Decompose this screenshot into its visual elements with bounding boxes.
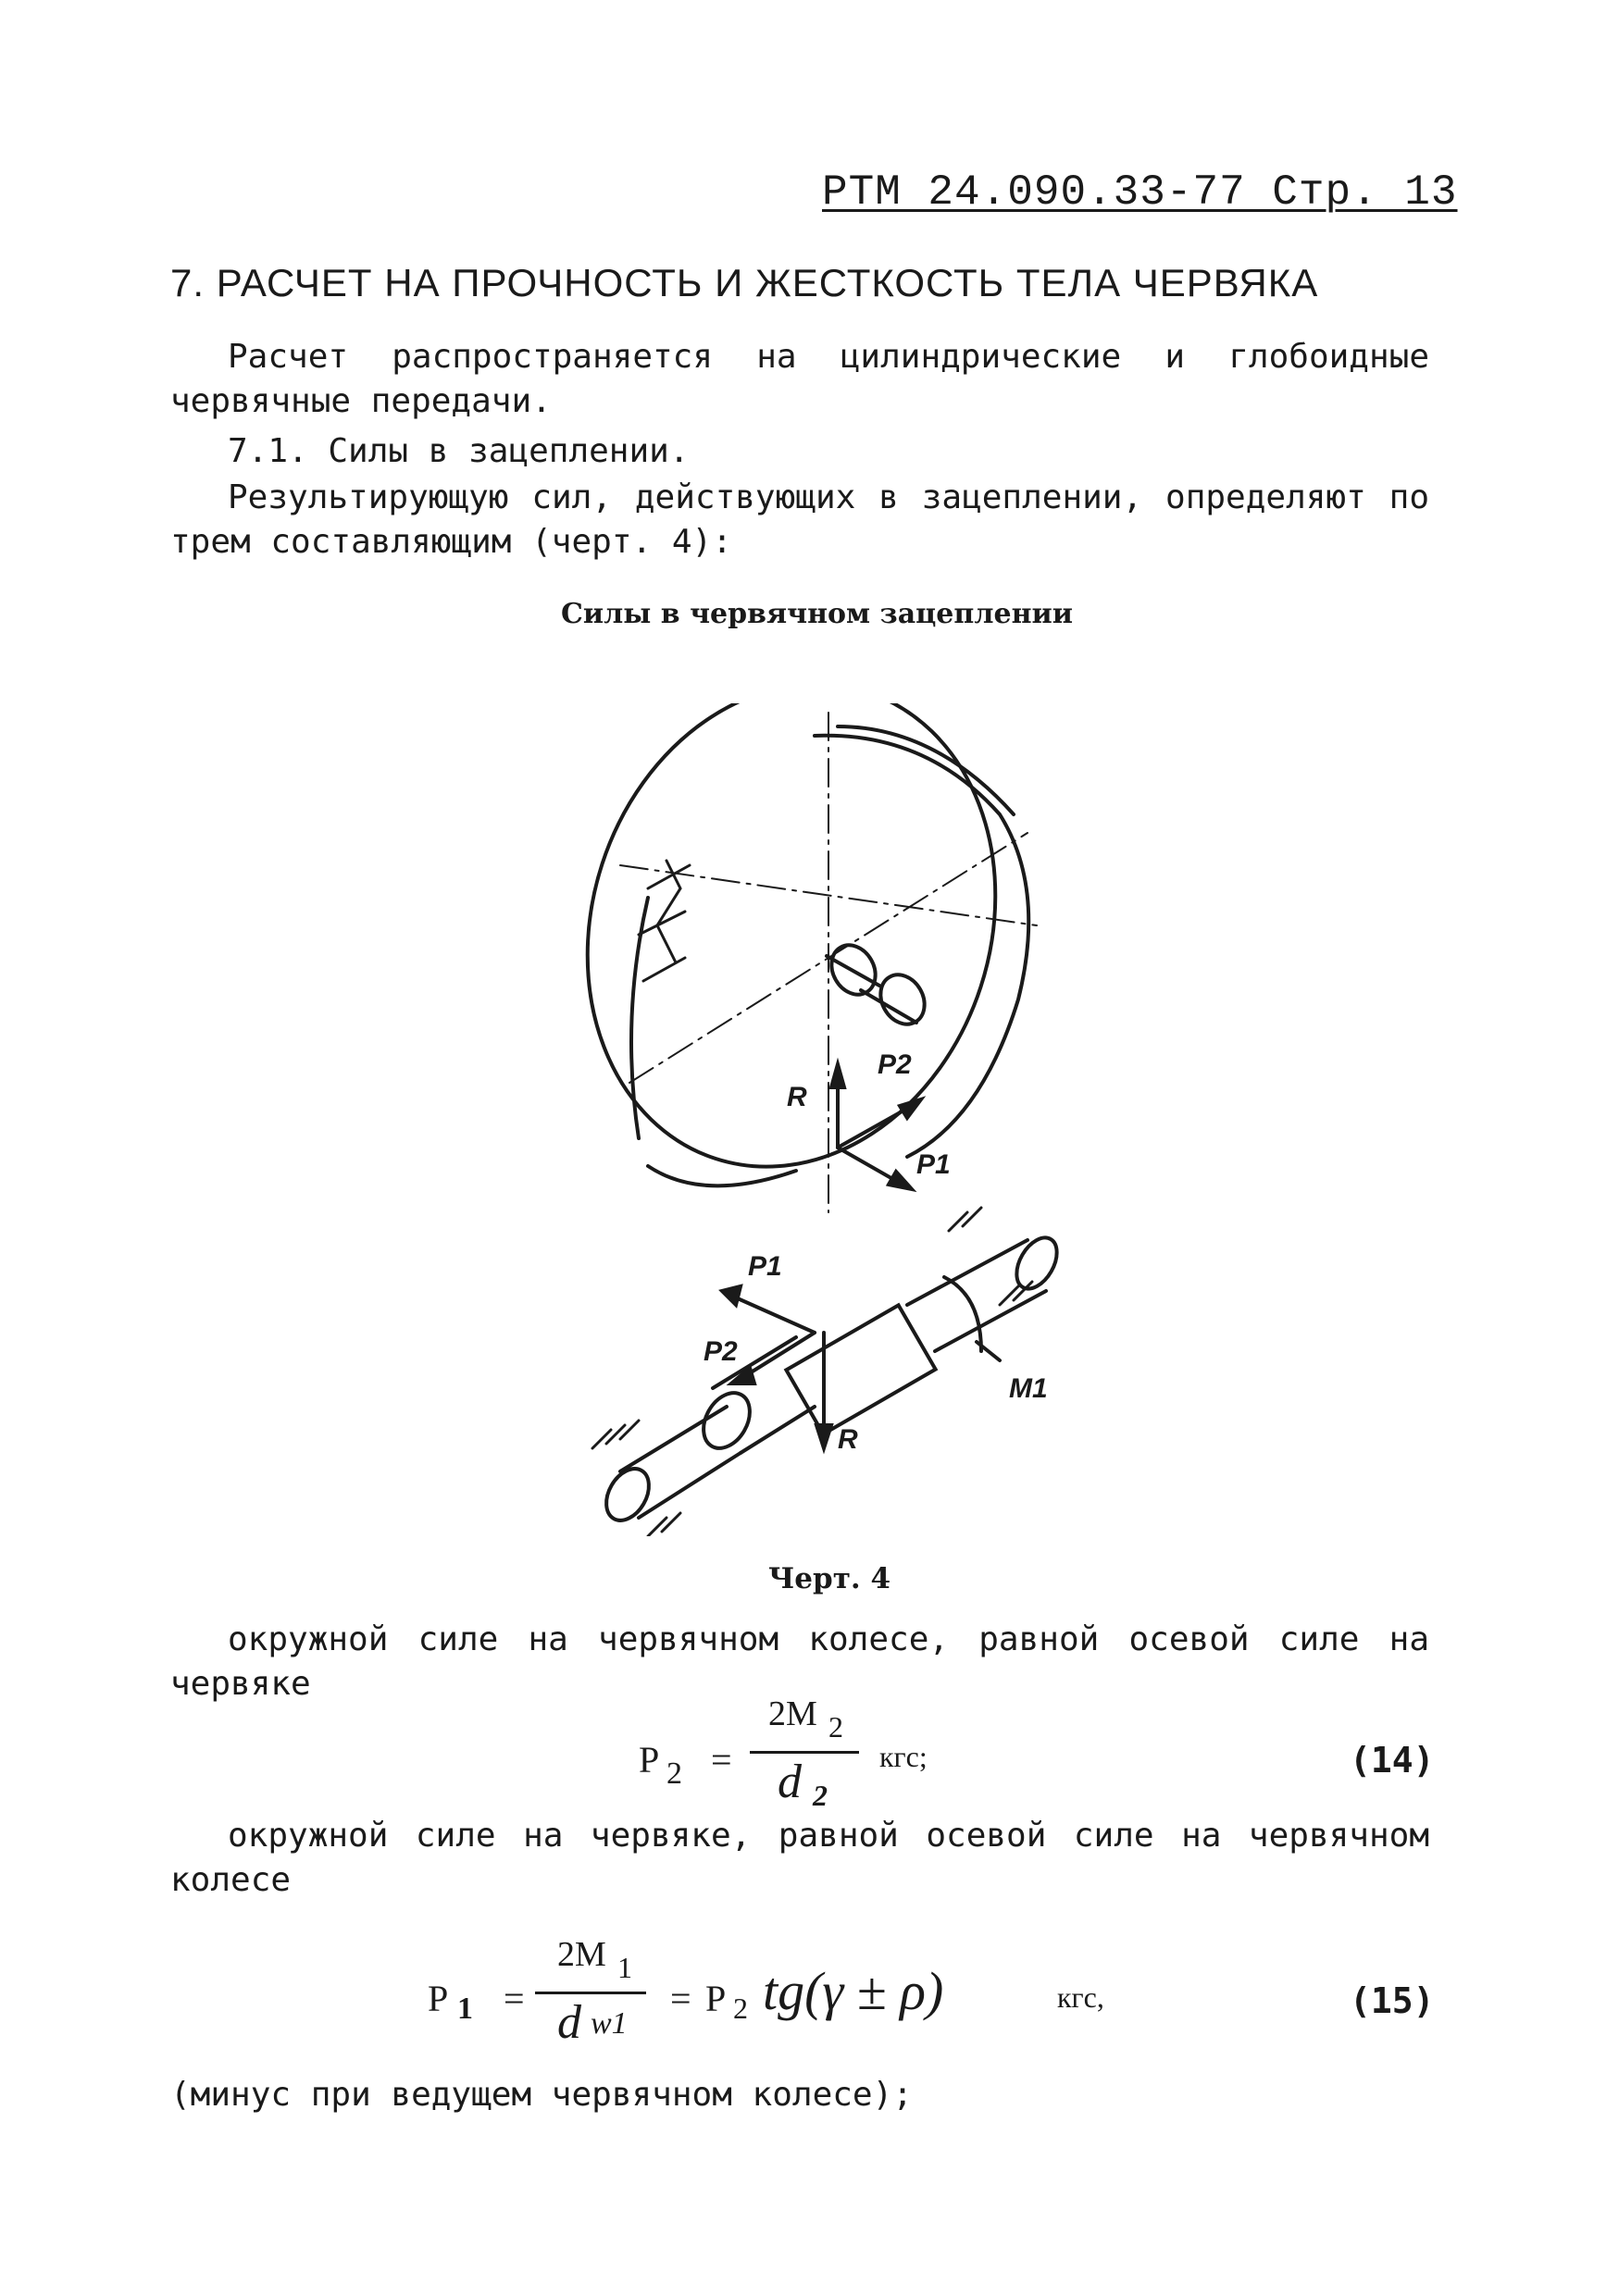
worm-force-arrows — [722, 1286, 1000, 1448]
equation-number-14: (14) — [1350, 1740, 1435, 1781]
formula-14-fraction-bar — [750, 1751, 859, 1754]
paragraph-sign-note: (минус при ведущем червячном колесе); — [170, 2076, 913, 2114]
formula-15-func: tg(γ ± ρ) — [763, 1961, 944, 2021]
formula-14: P 2 = 2M 2 d 2 кгс; — [639, 1694, 928, 1812]
wheel-force-arrows — [831, 1064, 921, 1189]
label-m1: M1 — [1009, 1373, 1048, 1404]
worm-wheel-drawing — [583, 703, 1056, 1220]
paragraph-resultant: Результирующую сил, действующих в зацеплении, определяют по трем составляющим (черт. 4): — [170, 478, 1429, 561]
formula-15-num-sub: 1 — [617, 1951, 632, 1984]
formula-15-num: 2M — [557, 1935, 606, 1974]
formula-15-den-sub: w1 — [591, 2006, 628, 2041]
subsection-heading: 7.1. Силы в зацеплении. — [228, 432, 690, 470]
paragraph-p2-definition: окружной силе на червячном колесе, равной осевой силе на червяке — [170, 1620, 1429, 1703]
worm-gear-figure — [583, 703, 1102, 1536]
formula-14-num-sub: 2 — [828, 1710, 843, 1744]
label-p2-wheel: P2 — [878, 1049, 912, 1080]
formula-14-unit: кгс; — [879, 1740, 928, 1773]
formula-15-den: d — [557, 1996, 581, 2049]
formula-15: P 1 = 2M 1 d w1 = P 2 tg(γ ± ρ) кгс, — [428, 1935, 1104, 2049]
figure-label: Черт. 4 — [768, 1562, 891, 1595]
label-p2-worm: P2 — [704, 1336, 738, 1367]
formula-15-unit: кгс, — [1057, 1980, 1104, 2014]
formula-14-num: 2M — [768, 1694, 817, 1733]
label-p1-worm: P1 — [748, 1251, 782, 1282]
figure-caption: Силы в червячном зацеплении — [561, 598, 1074, 630]
formula-15-lhs-sub: 1 — [457, 1992, 473, 2026]
formula-14-lhs-sub: 2 — [666, 1756, 682, 1791]
formula-15-rhs: P — [705, 1978, 727, 2019]
worm-shaft-drawing — [592, 1208, 1065, 1536]
formula-15-lhs: P — [428, 1978, 449, 2019]
formula-15-rhs-sub: 2 — [733, 1992, 748, 2025]
label-r-wheel: R — [787, 1082, 807, 1112]
label-r-worm: R — [838, 1424, 858, 1455]
formula-14-den-sub: 2 — [813, 1779, 828, 1812]
paragraph-scope: Расчет распространяется на цилиндрические и глобоидные червячные передачи. — [170, 338, 1429, 420]
section-title: 7. РАСЧЕТ НА ПРОЧНОСТЬ И ЖЕСТКОСТЬ ТЕЛА ЧЕРВЯКА — [170, 261, 1319, 304]
equation-number-15: (15) — [1350, 1980, 1435, 2021]
formula-15-fraction-bar — [535, 1992, 646, 1994]
formula-14-lhs: P — [639, 1739, 660, 1781]
label-p1-wheel: P1 — [916, 1149, 951, 1180]
paragraph-p1-definition: окружной силе на червяке, равной осевой силе на червячном колесе — [170, 1817, 1429, 1899]
page-header: РТМ 24.090.33-77 Стр. 13 — [822, 168, 1458, 217]
formula-14-den: d — [778, 1756, 802, 1808]
